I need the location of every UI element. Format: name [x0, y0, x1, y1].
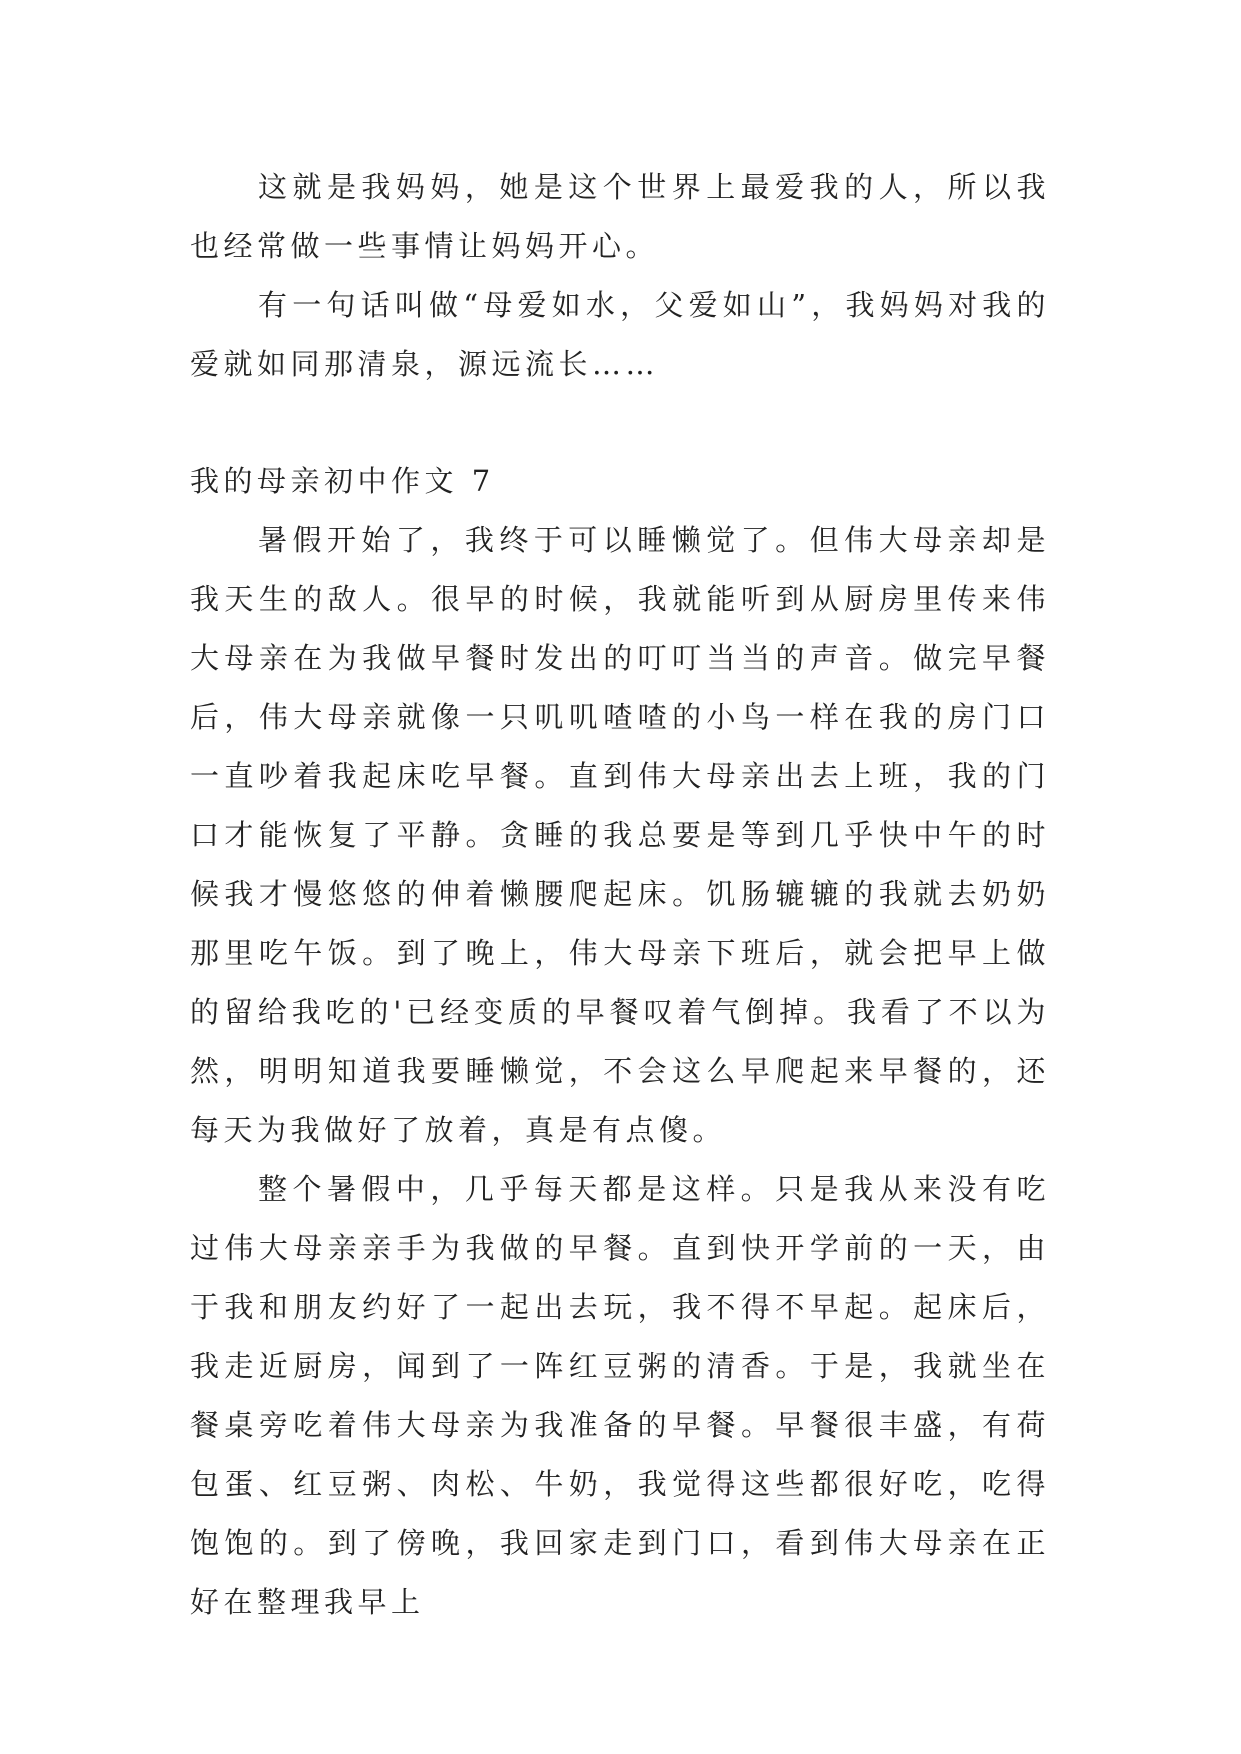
- section-title: 我的母亲初中作文 7: [190, 464, 495, 498]
- paragraph: 这就是我妈妈，她是这个世界上最爱我的人，所以我也经常做一些事情让妈妈开心。: [190, 170, 1050, 263]
- paragraph: 整个暑假中，几乎每天都是这样。只是我从来没有吃过伟大母亲亲手为我做的早餐。直到快开学前的一天，由于我和朋友约好了一起出去玩，我不得不早起。起床后，我走近厨房，闻到了一阵红豆粥的清香。于是，我就坐在餐桌旁吃着伟大母亲为我准备的早餐。早餐很丰盛，有荷包蛋、红豆粥、肉松、牛奶，我觉得这些都很好吃，吃得饱饱的。到了傍晚，我回家走到门口，看到伟大母亲在正好在整理我早上: [190, 1172, 1050, 1619]
- paragraph: 暑假开始了，我终于可以睡懒觉了。但伟大母亲却是我天生的敌人。很早的时候，我就能听到从厨房里传来伟大母亲在为我做早餐时发出的叮叮当当的声音。做完早餐后，伟大母亲就像一只叽叽喳喳的小鸟一样在我的房门口一直吵着我起床吃早餐。直到伟大母亲出去上班，我的门口才能恢复了平静。贪睡的我总要是等到几乎快中午的时候我才慢悠悠的伸着懒腰爬起床。饥肠辘辘的我就去奶奶那里吃午饭。到了晚上，伟大母亲下班后，就会把早上做的留给我吃的'已经变质的早餐叹着气倒掉。我看了不以为然，明明知道我要睡懒觉，不会这么早爬起来早餐的，还每天为我做好了放着，真是有点傻。: [190, 523, 1050, 1147]
- paragraph: 有一句话叫做“母爱如水，父爱如山”，我妈妈对我的爱就如同那清泉，源远流长……: [190, 288, 1050, 381]
- document-page: [190, 158, 1050, 1632]
